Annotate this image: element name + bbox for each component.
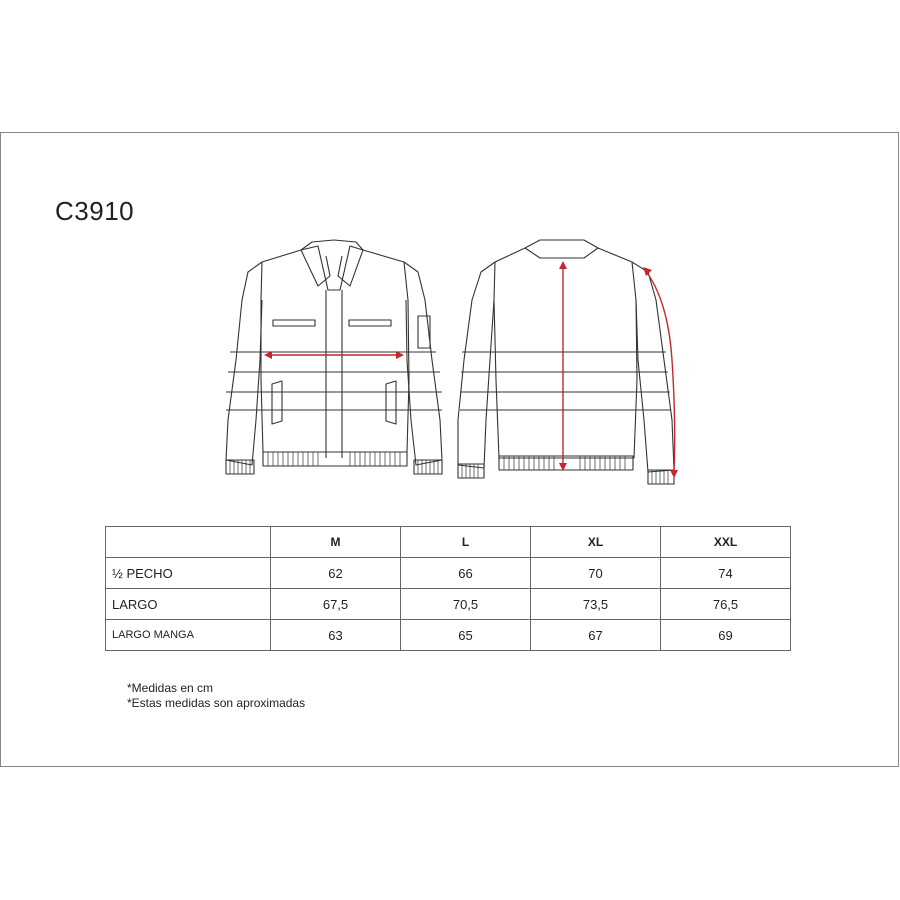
table-cell: 74: [661, 558, 791, 589]
table-header-cell: XL: [531, 527, 661, 558]
table-cell: 66: [401, 558, 531, 589]
jacket-front-view: [226, 240, 442, 474]
table-cell: 73,5: [531, 589, 661, 620]
table-cell: 76,5: [661, 589, 791, 620]
note-approximate: *Estas medidas son aproximadas: [127, 696, 306, 710]
note-units: *Medidas en cm: [127, 681, 214, 695]
table-row: [106, 589, 791, 620]
table-header-row: [106, 527, 791, 558]
table-header-cell: XXL: [661, 527, 791, 558]
table-row: [106, 620, 791, 651]
jacket-back-view: [458, 240, 674, 484]
notes: [127, 681, 305, 711]
table-cell: 67,5: [271, 589, 401, 620]
table-cell: 63: [271, 620, 401, 651]
table-cell: 70,5: [401, 589, 531, 620]
table-cell: 65: [401, 620, 531, 651]
table-cell: 62: [271, 558, 401, 589]
row-label: ½ PECHO: [106, 558, 271, 589]
table-header-cell: [106, 527, 271, 558]
row-label: LARGO: [106, 589, 271, 620]
table-cell: 69: [661, 620, 791, 651]
length-measure-arrow: [559, 261, 567, 471]
product-code: C3910: [55, 196, 135, 226]
table-cell: 70: [531, 558, 661, 589]
table-cell: 67: [531, 620, 661, 651]
row-label: LARGO MANGA: [106, 620, 271, 651]
size-table: [105, 526, 791, 651]
table-header-cell: L: [401, 527, 531, 558]
table-row: [106, 558, 791, 589]
table-header-cell: M: [271, 527, 401, 558]
